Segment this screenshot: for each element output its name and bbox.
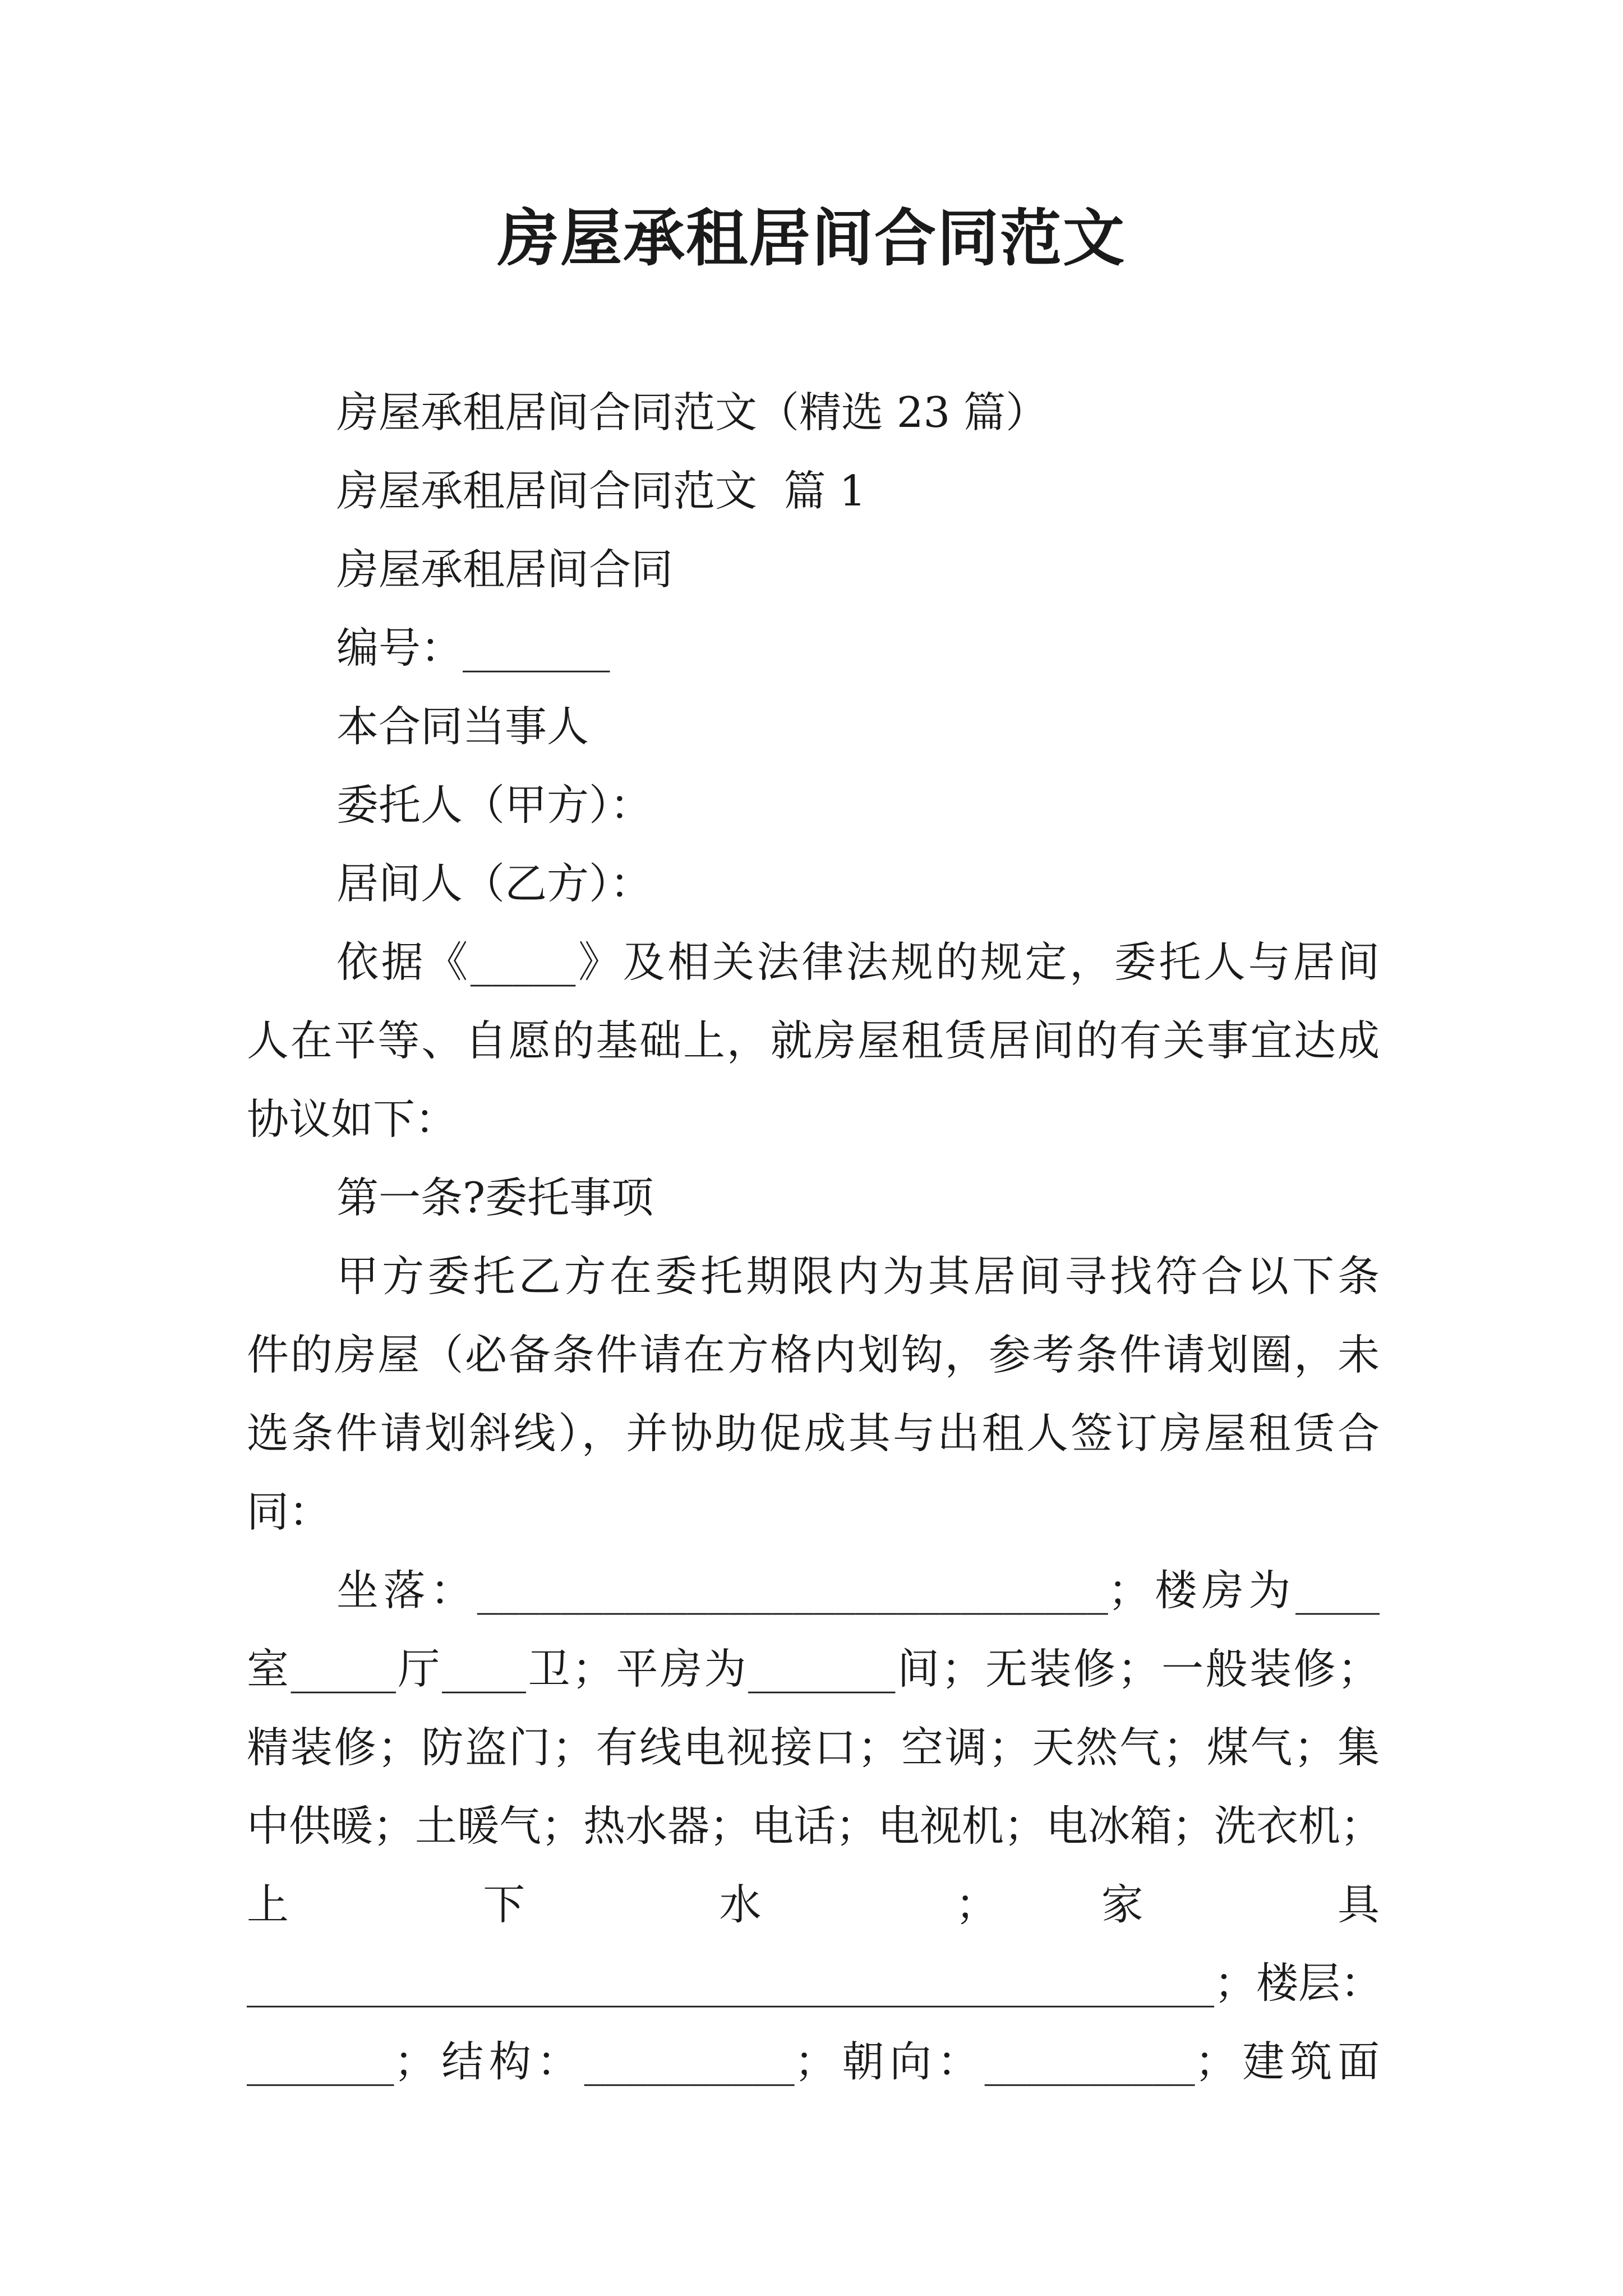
doc-line: 依据《_____》及相关法律法规的规定，委托人与居间 — [336, 937, 1380, 987]
doc-line: 房屋承租居间合同 — [336, 545, 674, 594]
doc-line: 编号：_______ — [336, 623, 610, 673]
doc-line: 协议如下： — [247, 1094, 458, 1144]
doc-line: 坐落：______________________________；楼房为____ — [336, 1566, 1380, 1615]
doc-line: 房屋承租居间合同范文（精选 23 篇） — [336, 388, 1048, 437]
doc-line: 甲方委托乙方在委托期限内为其居间寻找符合以下条 — [336, 1251, 1380, 1301]
doc-line: 第一条?委托事项 — [336, 1173, 654, 1222]
doc-line: 本合同当事人 — [336, 702, 589, 751]
doc-line: 同： — [247, 1487, 331, 1536]
doc-line: 上 下 水 ； 家 具 — [247, 1880, 1380, 1929]
doc-line: 委托人（甲方）： — [336, 780, 652, 830]
doc-line: ______________________________________________；楼层： — [247, 1958, 1383, 2008]
doc-line: 人在平等、自愿的基础上，就房屋租赁居间的有关事宜达成 — [247, 1016, 1380, 1065]
doc-line: 精装修；防盗门；有线电视接口；空调；天然气；煤气；集 — [247, 1723, 1380, 1772]
doc-line: 中供暖；土暖气；热水器；电话；电视机；电冰箱；洗衣机； — [247, 1801, 1383, 1851]
doc-line: 房屋承租居间合同范文 篇 1 — [336, 466, 866, 516]
doc-line: _______；结构：__________；朝向：__________；建筑面 — [247, 2037, 1380, 2086]
doc-line: 室_____厅____卫；平房为_______间；无装修；一般装修； — [247, 1644, 1380, 1694]
doc-line: 选条件请划斜线），并协助促成其与出租人签订房屋租赁合 — [247, 1409, 1380, 1458]
document-title: 房屋承租居间合同范文 — [497, 202, 1126, 274]
doc-line: 居间人（乙方）： — [336, 859, 652, 908]
doc-line: 件的房屋（必备条件请在方格内划钩，参考条件请划圈，未 — [247, 1330, 1380, 1379]
